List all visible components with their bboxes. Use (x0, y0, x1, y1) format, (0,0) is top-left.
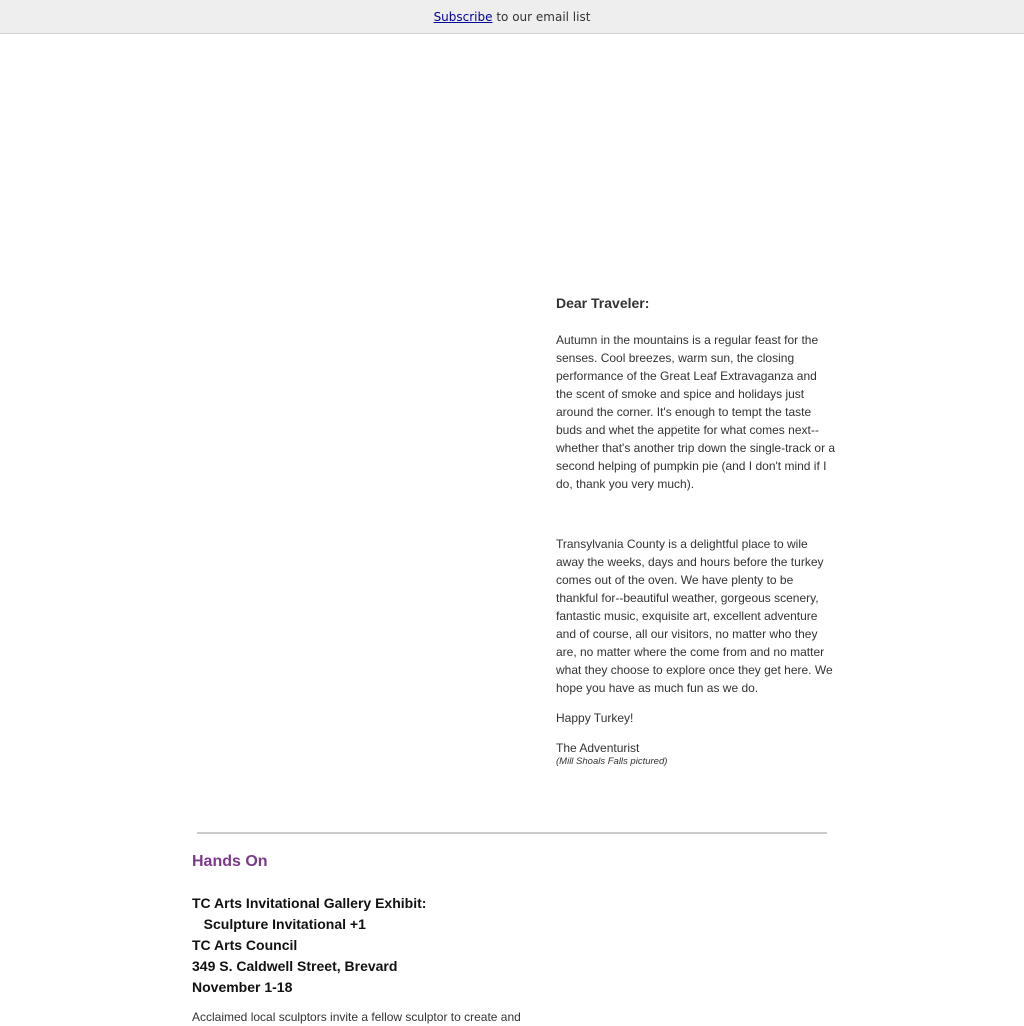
subscribe-bar (0, 0, 1024, 34)
letter-paragraph-2: Transylvania County is a delightful place to wile away the weeks, days and hours before the turkey comes out of the oven. We have plenty to be thankful for--beautiful weather, gorgeous scenery, fantastic music, exquisite art, excellent adventure and of course, all our visitors, no matter who they are, no matter where the come from and no matter what they choose to explore once they get here. We hope you have as much fun as we do. (556, 537, 833, 695)
subscribe-suffix-text: to our email list (492, 10, 591, 24)
photo-caption: (Mill Shoals Falls pictured) (556, 756, 668, 767)
letter-signature: The Adventurist (556, 741, 640, 755)
event-subtitle: Sculpture Invitational +1 (192, 916, 366, 932)
event-dates: November 1-18 (192, 979, 293, 995)
letter-greeting: Dear Traveler: (556, 295, 650, 311)
event-title: TC Arts Invitational Gallery Exhibit: (192, 895, 427, 911)
welcome-letter (556, 290, 836, 781)
event-organizer: TC Arts Council (192, 937, 298, 953)
event-details (192, 893, 426, 998)
letter-closing: Happy Turkey! (556, 711, 634, 725)
event-address: 349 S. Caldwell Street, Brevard (192, 958, 398, 974)
letter-spacer (556, 505, 836, 535)
event-description: Acclaimed local sculptors invite a fellow sculptor to create and (192, 1010, 521, 1024)
subscribe-link[interactable]: Subscribe (433, 10, 493, 24)
section-title: Hands On (192, 853, 268, 870)
section-divider (197, 832, 827, 834)
letter-paragraph-1: Autumn in the mountains is a regular feast for the senses. Cool breezes, warm sun, the closing performance of the Great Leaf Extravaganza and the scent of smoke and spice and holidays just around the corner. It's enough to tempt the taste buds and whet the appetite for what comes next--whether that's another trip down the single-track or a second helping of pumpkin pie (and I don't mind if I do, thank you very much). (556, 333, 836, 491)
